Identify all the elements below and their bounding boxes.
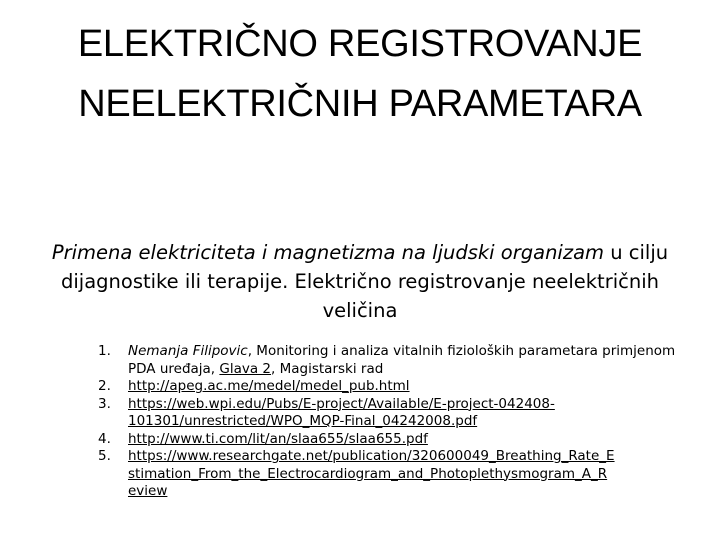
slide-title <box>40 14 680 134</box>
reference-link[interactable]: http://apeg.ac.me/medel/medel_pub.html <box>128 378 410 394</box>
reference-body <box>128 448 678 501</box>
reference-body <box>128 378 678 396</box>
reference-text: , Monitoring i analiza vitalnih fizioloških parametara primjenom PDA uređaja, <box>128 343 676 377</box>
reference-link-line: eview <box>128 483 168 499</box>
reference-body <box>128 396 678 431</box>
slide-title-line-1: ELEKTRIČNO REGISTROVANJE <box>77 23 643 65</box>
reference-number: 1. <box>98 343 111 359</box>
reference-body <box>128 343 678 378</box>
subtitle-lead: Primena elektriciteta i magnetizma na ljudski organizam <box>51 241 605 264</box>
reference-item <box>98 396 678 431</box>
slide-title-line-2: NEELEKTRIČNIH PARAMETARA <box>78 83 642 125</box>
reference-number: 4. <box>98 430 111 447</box>
reference-link-line: https://web.wpi.edu/Pubs/E-project/Available/E-project-042408- <box>128 395 555 412</box>
reference-link[interactable]: Glava 2 <box>219 360 272 377</box>
reference-item <box>98 378 678 396</box>
reference-number: 2. <box>98 378 111 394</box>
reference-author: Nemanja Filipovic <box>128 343 248 359</box>
slide-subtitle <box>50 238 670 325</box>
reference-link[interactable] <box>128 396 678 431</box>
reference-body <box>128 431 678 449</box>
reference-list <box>98 343 678 501</box>
reference-item <box>98 448 678 501</box>
reference-link-line: 101301/unrestricted/WPO_MQP-Final_04242008.pdf <box>128 413 478 429</box>
reference-number: 3. <box>98 395 111 412</box>
reference-link-line: https://www.researchgate.net/publication/320600049_Breathing_Rate_E <box>128 448 615 464</box>
reference-number: 5. <box>98 448 111 464</box>
reference-text-suffix: , Magistarski rad <box>271 360 384 377</box>
reference-item <box>98 431 678 449</box>
reference-link-line: stimation_From_the_Electrocardiogram_and_Photoplethysmogram_A_R <box>128 465 608 482</box>
subtitle-rest: u cilju dijagnostike ili terapije. Električno registrovanje neelektričnih veličina <box>61 241 669 322</box>
reference-link[interactable]: http://www.ti.com/lit/an/slaa655/slaa655.pdf <box>128 430 428 447</box>
reference-item <box>98 343 678 378</box>
reference-link[interactable] <box>128 448 678 501</box>
